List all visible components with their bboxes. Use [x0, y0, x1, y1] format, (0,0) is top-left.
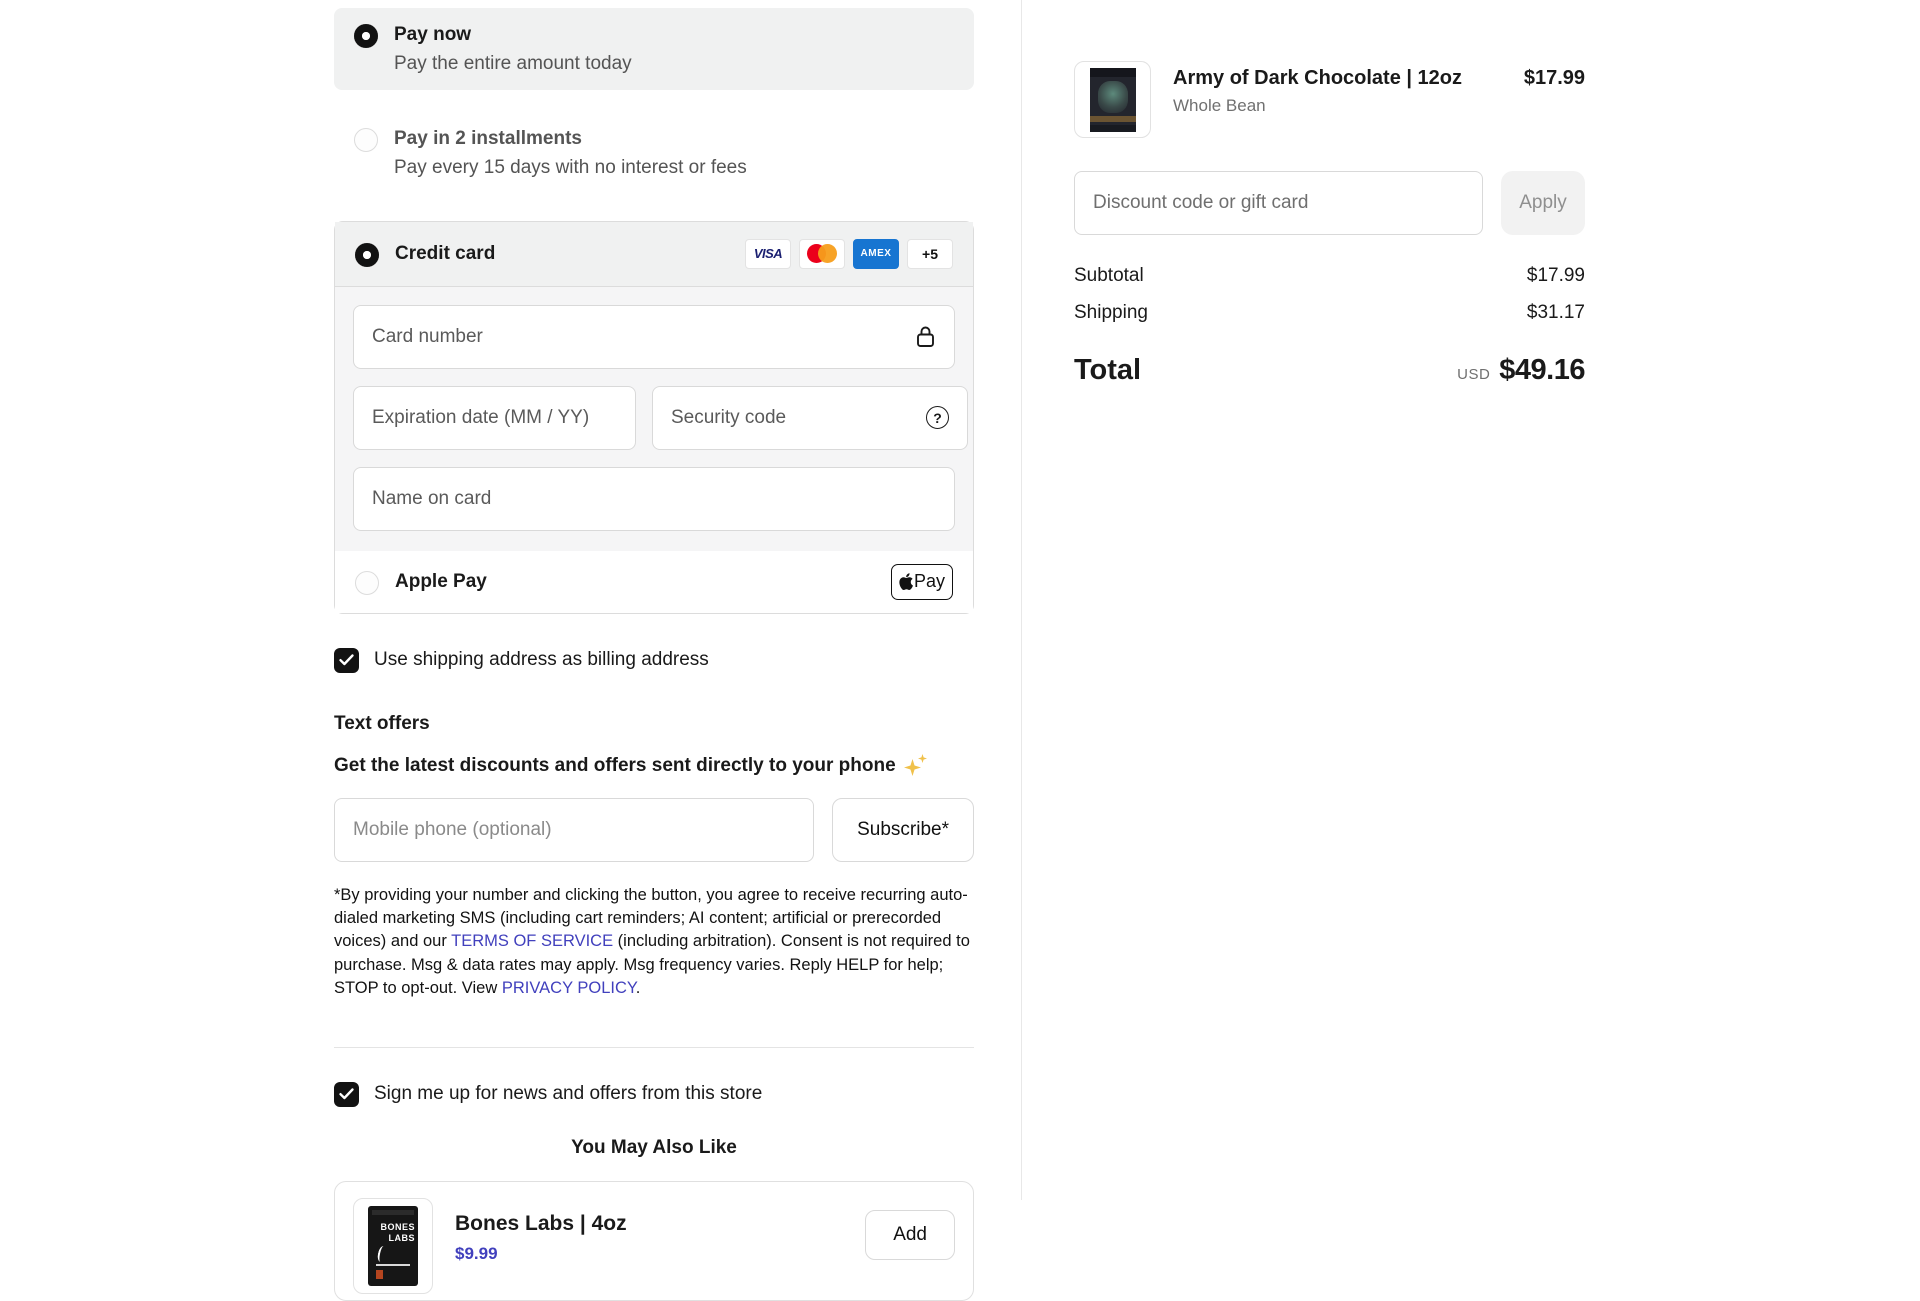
card-number-field[interactable] [353, 305, 955, 369]
mastercard-icon [807, 244, 837, 263]
product-name: Army of Dark Chocolate | 12oz [1173, 67, 1463, 89]
security-code-help-icon[interactable] [926, 406, 949, 429]
you-may-also-like-heading: You May Also Like [571, 1136, 737, 1158]
billing-address-label: Use shipping address as billing address [374, 649, 709, 671]
pay-now-text [394, 22, 632, 76]
news-signup-checkbox[interactable] [334, 1082, 359, 1107]
pay-now-title: Pay now [394, 24, 472, 45]
news-signup-label: Sign me up for news and offers from this store [374, 1083, 763, 1105]
expiration-date-input[interactable] [372, 407, 617, 429]
credit-card-title: Credit card [395, 242, 496, 264]
check-icon [339, 654, 354, 666]
product-price: $17.99 [1523, 67, 1585, 89]
apple-pay-title: Apple Pay [395, 570, 487, 592]
pay-installments-title: Pay in 2 installments [394, 128, 582, 150]
upsell-product-price-clipped [455, 1243, 627, 1263]
cart-line-item [1074, 61, 1585, 138]
discount-code-input[interactable] [1093, 192, 1464, 214]
card-number-input[interactable] [372, 326, 905, 348]
total-label: Total [1074, 354, 1142, 386]
shipping-label: Shipping [1074, 302, 1148, 323]
apple-pay-option[interactable] [335, 551, 973, 613]
subtotal-value: $17.99 [1526, 265, 1585, 286]
lock-icon [915, 325, 936, 348]
upsell-product-price: $9.99 [455, 1243, 498, 1263]
section-divider [334, 1047, 974, 1048]
dark-chocolate-bag-image [1090, 68, 1136, 132]
amex-label: AMEX [860, 248, 892, 260]
payment-content [334, 8, 974, 1301]
apple-pay-badge [891, 564, 953, 600]
billing-address-checkbox[interactable] [334, 648, 359, 673]
shipping-value: $31.17 [1526, 302, 1585, 323]
text-offers-subheading: Get the latest discounts and offers sent directly to your phone [334, 754, 896, 776]
amex-badge [853, 239, 899, 269]
discount-row [1074, 171, 1585, 235]
pay-installments-radio[interactable] [354, 128, 378, 152]
more-cards-badge [907, 239, 953, 269]
pay-installments-description: Pay every 15 days with no interest or fees [394, 156, 747, 178]
subtotal-label: Subtotal [1074, 265, 1144, 286]
apple-pay-radio[interactable] [355, 571, 379, 595]
legal-part1: *By providing your number and clicking the button, you agree to receive recurring auto-dialed marketing SMS (including cart reminders; AI content; artificial or prerecorded voices) and our [334, 885, 968, 951]
mastercard-badge [799, 239, 845, 269]
bones-labs-bag-image [368, 1206, 418, 1286]
name-on-card-input[interactable] [372, 488, 936, 510]
security-code-field[interactable] [652, 386, 968, 450]
bag-text-line2: LABS [388, 1232, 415, 1243]
product-info [1173, 61, 1462, 116]
name-on-card-field[interactable] [353, 467, 955, 531]
credit-card-radio[interactable] [355, 243, 379, 267]
total-amount: $49.16 [1499, 354, 1585, 386]
product-variant: Whole Bean [1173, 96, 1266, 115]
apple-logo-icon [899, 573, 913, 590]
more-cards-label: +5 [922, 245, 938, 262]
question-mark-icon: ? [926, 406, 949, 429]
mobile-phone-field[interactable] [334, 798, 814, 862]
pay-installments-option[interactable] [334, 112, 974, 194]
sparkles-icon [904, 754, 930, 778]
expiration-date-field[interactable] [353, 386, 636, 450]
expiry-security-row [353, 386, 955, 450]
order-summary-section [1022, 0, 1920, 1200]
visa-badge [745, 239, 791, 269]
phone-subscribe-row [334, 798, 974, 862]
pay-installments-text [394, 126, 747, 180]
shipping-row [1074, 302, 1585, 324]
upsell-product-card [334, 1181, 974, 1301]
terms-of-service-link[interactable]: TERMS OF SERVICE [451, 932, 614, 951]
total-amount-group [1457, 354, 1585, 387]
billing-address-checkbox-row[interactable] [334, 648, 974, 673]
upsell-product-info [455, 1198, 627, 1263]
subtotal-row [1074, 265, 1585, 287]
security-code-input[interactable] [671, 407, 916, 429]
news-signup-checkbox-row[interactable] [334, 1082, 974, 1107]
visa-label: VISA [753, 246, 783, 262]
add-to-cart-button[interactable]: Add [865, 1210, 955, 1260]
legal-part2: (including arbitration). Consent is not required to purchase. Msg & data rates may apply. Msg frequency varies. Reply HELP for help; STOP to opt-out. View [334, 932, 970, 998]
check-icon [339, 1088, 354, 1100]
bag-text-line1: BONES [380, 1221, 415, 1232]
pay-now-option[interactable] [334, 8, 974, 90]
card-brand-badges [745, 239, 953, 269]
mobile-phone-input[interactable] [353, 819, 795, 841]
sms-legal-text [334, 884, 979, 1001]
credit-card-header[interactable] [335, 222, 973, 287]
legal-part3: . [635, 979, 641, 998]
subscribe-button[interactable]: Subscribe* [832, 798, 974, 862]
total-currency: USD [1457, 366, 1491, 383]
privacy-policy-link[interactable]: PRIVACY POLICY [501, 979, 636, 998]
pay-now-description: Pay the entire amount today [394, 52, 632, 74]
upsell-product-image [353, 1198, 433, 1294]
total-row [1074, 354, 1585, 387]
pay-now-radio[interactable] [354, 24, 378, 48]
upsell-product-name: Bones Labs | 4oz [455, 1211, 627, 1235]
order-summary-content [1074, 61, 1585, 387]
summary-rows [1074, 265, 1585, 324]
text-offers-subheading-row [334, 754, 974, 778]
text-offers-heading: Text offers [334, 712, 430, 734]
discount-code-field[interactable] [1074, 171, 1483, 235]
apple-pay-badge-label: Pay [913, 571, 946, 592]
product-image [1074, 61, 1151, 138]
credit-card-panel [334, 221, 974, 614]
apply-discount-button[interactable]: Apply [1501, 171, 1585, 235]
credit-card-form [335, 287, 973, 551]
